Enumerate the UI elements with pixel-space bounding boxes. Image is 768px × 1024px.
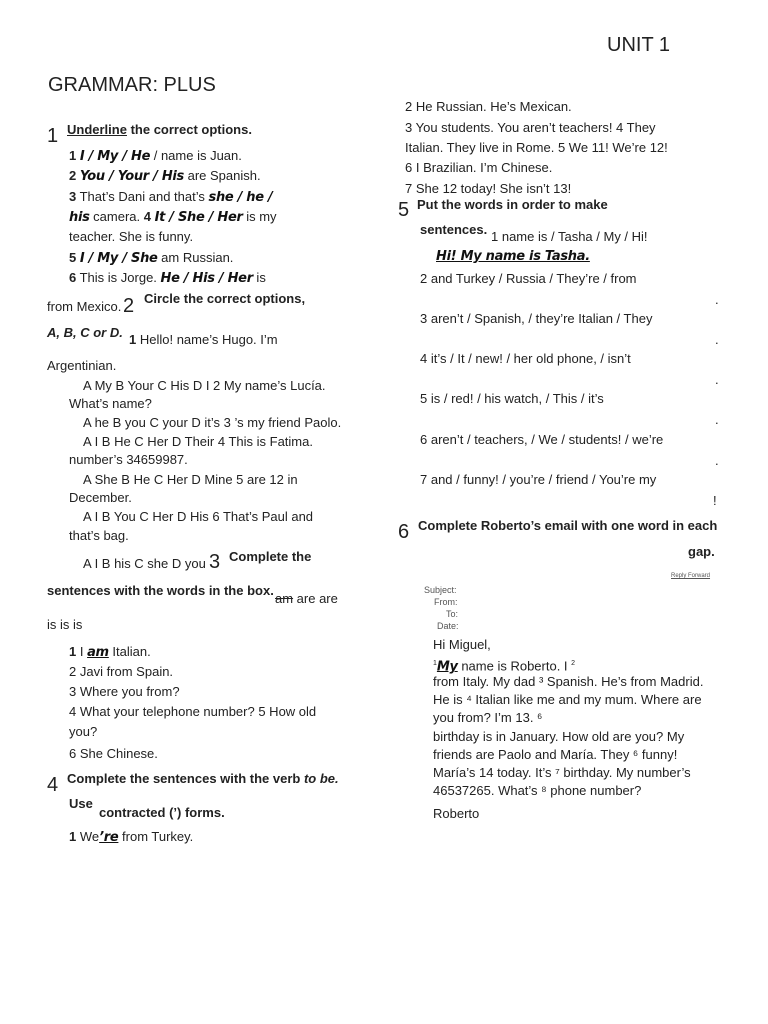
ex2-q1b: Argentinian. <box>47 358 117 373</box>
exercise-4-number: 4 <box>47 774 59 796</box>
exercise-5-instruction: Put the words in order to make <box>417 197 608 212</box>
ex5-dot-4: . <box>715 372 719 387</box>
ex2-q1: 1 Hello! name’s Hugo. I’m <box>129 332 278 347</box>
ex1-line-6: 5 I / My / She am Russian. <box>69 250 234 266</box>
exercise-4-instruction: Complete the sentences with the verb to be. <box>67 771 339 786</box>
ex2-option-6: A I B his C she D you <box>83 556 206 571</box>
exercise-5-number: 5 <box>398 199 410 221</box>
exercise-4-instruction-2: Use <box>69 796 93 811</box>
ex2-option-3: A I B He C Her D Their 4 This is Fatima. <box>83 434 313 449</box>
email-to-label: To: <box>446 609 459 619</box>
email-subject-label: Subject: <box>424 585 457 595</box>
ex1-line-4: his camera. 4 It / She / Her is my <box>69 209 277 225</box>
ex5-line-4: 4 it’s / It / new! / her old phone, / isn’t <box>420 351 631 366</box>
exercise-4-instruction-3: contracted (’) forms. <box>99 805 225 820</box>
ex5-line-2: 2 and Turkey / Russia / They’re / from <box>420 271 637 286</box>
ex1-line-1: 1 I / My / He / name is Juan. <box>69 148 242 164</box>
ex2-option-2: A he B you C your D it’s 3 ’s my friend Paolo. <box>83 415 342 430</box>
ex4-line-2: 2 He Russian. He’s Mexican. <box>405 99 572 114</box>
email-line-4: you from? I’m 13. ⁶ <box>433 710 543 725</box>
ex5-dot-6: . <box>715 453 719 468</box>
exercise-3-number: 3 <box>209 551 221 573</box>
ex5-line-6: 6 aren’t / teachers, / We / students! / we’re <box>420 432 664 447</box>
ex1-line-5: teacher. She is funny. <box>69 229 194 244</box>
exercise-2-instruction: Circle the correct options, <box>144 291 306 306</box>
ex5-dot-5: . <box>715 412 719 427</box>
ex5-line-1: 1 name is / Tasha / My / Hi! <box>491 229 648 244</box>
ex2-option-1b: What’s name? <box>69 396 152 411</box>
ex5-dot-2: . <box>715 292 719 307</box>
email-date-label: Date: <box>437 621 459 631</box>
email-line-2: from Italy. My dad ³ Spanish. He’s from Madrid. <box>433 674 704 689</box>
exercise-1-instruction: Underline the correct options. <box>67 122 252 137</box>
exercise-6-instruction-2: gap. <box>688 544 715 559</box>
ex5-line-7: 7 and / funny! / you’re / friend / You’re my <box>420 472 657 487</box>
ex2-option-5b: that’s bag. <box>69 528 129 543</box>
ex3-line-4b: you? <box>69 724 98 739</box>
word-box: am are are <box>275 591 338 606</box>
ex4-line-3b: Italian. They live in Rome. 5 We 11! We’re 12! <box>405 140 668 155</box>
ex1-line-7: 6 This is Jorge. He / His / Her is <box>69 270 266 286</box>
exercise-2-instruction-2: A, B, C or D. <box>47 325 123 340</box>
ex4-line-4: 6 I Brazilian. I’m Chinese. <box>405 160 553 175</box>
ex5-dot-3: . <box>715 332 719 347</box>
ex2-option-4b: December. <box>69 490 132 505</box>
ex2-option-4: A She B He C Her D Mine 5 are 12 in <box>83 472 298 487</box>
ex4-line-5: 7 She 12 today! She isn’t 13! <box>405 181 572 196</box>
page-title: GRAMMAR: PLUS <box>48 74 216 96</box>
ex1-line-2: 2 You / Your / His are Spanish. <box>69 168 261 184</box>
exercise-1-number: 1 <box>47 125 59 147</box>
ex3-line-1: 1 I am Italian. <box>69 644 151 660</box>
ex5-line-3: 3 aren’t / Spanish, / they’re Italian / They <box>420 311 653 326</box>
word-box-2: is is is <box>47 617 83 632</box>
exercise-6-number: 6 <box>398 521 410 543</box>
email-from-label: From: <box>434 597 458 607</box>
exercise-3-instruction-2: sentences with the words in the box. <box>47 583 274 598</box>
email-line-5: birthday is in January. How old are you? My <box>433 729 685 744</box>
ex5-excl-7: ! <box>713 493 717 508</box>
ex2-option-5: A I B You C Her D His 6 That’s Paul and <box>83 509 314 524</box>
ex2-option-1: A My B Your C His D I 2 My name’s Lucía. <box>83 378 326 393</box>
exercise-6-instruction: Complete Roberto’s email with one word in each <box>418 518 718 533</box>
ex1-line-3: 3 That’s Dani and that’s she / he / <box>69 189 273 205</box>
reply-forward-link[interactable]: Reply Forward <box>671 573 711 579</box>
ex3-line-3: 3 Where you from? <box>69 684 180 699</box>
ex4-line-1: 1 We’re from Turkey. <box>69 829 194 845</box>
ex3-line-4: 4 What your telephone number? 5 How old <box>69 704 317 719</box>
ex3-line-5: 6 She Chinese. <box>69 746 158 761</box>
exercise-3-instruction: Complete the <box>229 549 312 564</box>
ex5-line-5: 5 is / red! / his watch, / This / it’s <box>420 391 604 406</box>
email-line-7: María’s 14 today. It’s ⁷ birthday. My number’s <box>433 765 691 780</box>
ex2-option-3b: number’s 34659987. <box>69 452 188 467</box>
ex5-answer-1: Hi! My name is Tasha. <box>436 249 590 264</box>
unit-label: UNIT 1 <box>607 34 670 56</box>
email-line-8: 46537265. What’s ⁸ phone number? <box>433 783 642 798</box>
email-line-1: $^1$My name is Roberto. I $^2$ <box>433 658 576 675</box>
email-signature: Roberto <box>433 806 480 821</box>
ex4-line-3: 3 You students. You aren’t teachers! 4 They <box>405 120 656 135</box>
exercise-5-instruction-2: sentences. <box>420 222 488 237</box>
exercise-2-number: 2 <box>123 295 135 317</box>
email-line-6: friends are Paolo and María. They ⁶ funny! <box>433 747 678 762</box>
ex3-line-2: 2 Javi from Spain. <box>69 664 174 679</box>
email-greeting: Hi Miguel, <box>433 637 491 652</box>
email-line-3: He is ⁴ Italian like me and my mum. Where are <box>433 692 702 707</box>
ex2-lead: from Mexico. <box>47 299 122 314</box>
